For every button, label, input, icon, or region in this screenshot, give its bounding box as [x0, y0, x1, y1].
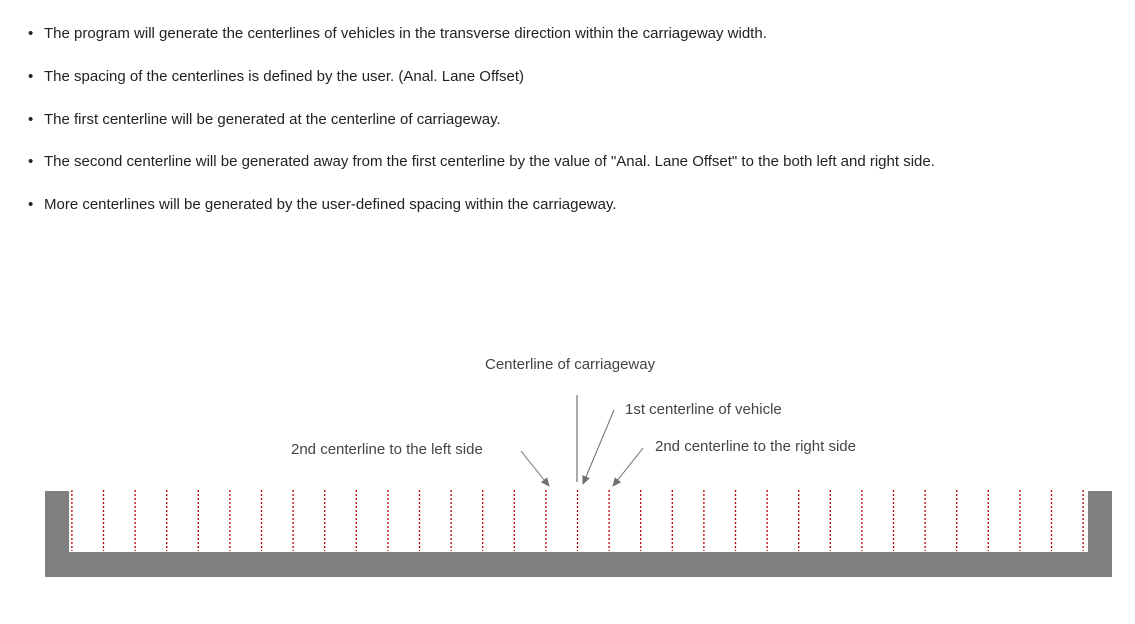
vehicle-centerlines: [72, 490, 1083, 551]
left-centerline-arrow: [521, 451, 549, 486]
first-vehicle-centerline-label: 1st centerline of vehicle: [625, 401, 782, 418]
bullet-dot: •: [28, 25, 34, 42]
first-centerline-arrow: [583, 410, 614, 484]
bullet-text: The program will generate the centerlines of vehicles in the transverse direction within the carriageway width.: [44, 25, 767, 42]
bullet-dot: •: [28, 153, 34, 170]
bullet-dot: •: [28, 68, 34, 85]
bullet-text: More centerlines will be generated by the user-defined spacing within the carriageway.: [44, 196, 617, 213]
second-right-centerline-label: 2nd centerline to the right side: [655, 438, 856, 455]
second-left-centerline-label: 2nd centerline to the left side: [291, 441, 483, 458]
bullet-text: The first centerline will be generated at the centerline of carriageway.: [44, 111, 501, 128]
bullet-dot: •: [28, 196, 34, 213]
carriageway-centerline-label: Centerline of carriageway: [485, 356, 656, 373]
bullet-text: The second centerline will be generated away from the first centerline by the value of "Anal. Lane Offset" to the both left and right side.: [44, 153, 935, 170]
deck-slab: [45, 552, 1112, 577]
bullet-dot: •: [28, 111, 34, 128]
left-barrier: [45, 491, 69, 552]
right-centerline-arrow: [613, 448, 643, 486]
right-barrier: [1088, 491, 1112, 552]
bullet-text: The spacing of the centerlines is defined by the user. (Anal. Lane Offset): [44, 68, 525, 85]
